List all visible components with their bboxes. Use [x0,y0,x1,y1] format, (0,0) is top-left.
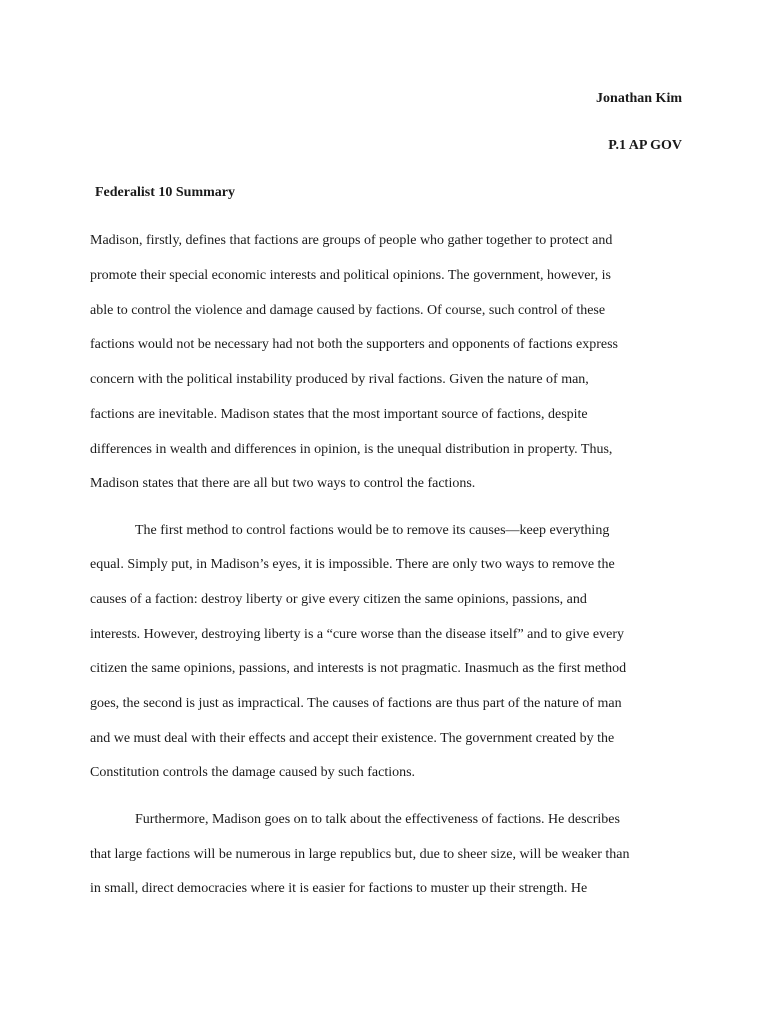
text-line: Madison states that there are all but two ways to control the factions. [90,476,476,491]
text-line: that large factions will be numerous in large republics but, due to sheer size, will be weaker than [90,847,630,862]
text-line: in small, direct democracies where it is easier for factions to muster up their strength. He [90,881,588,896]
text-line: interests. However, destroying liberty is a “cure worse than the disease itself” and to give every [90,627,624,642]
text-line: equal. Simply put, in Madison’s eyes, it is impossible. There are only two ways to remove the [90,557,615,572]
text-line: able to control the violence and damage caused by factions. Of course, such control of these [90,303,606,318]
text-line: Furthermore, Madison goes on to talk about the effectiveness of factions. He describes [135,812,620,827]
text-line: The first method to control factions would be to remove its causes—keep everything [135,523,610,538]
text-line: promote their special economic interests and political opinions. The government, however, is [90,268,611,283]
text-line: goes, the second is just as impractical. The causes of factions are thus part of the nature of man [90,696,622,711]
text-line: differences in wealth and differences in opinion, is the unequal distribution in property. Thus, [90,442,613,457]
class-period: P.1 AP GOV [608,138,682,153]
text-line: citizen the same opinions, passions, and interests is not pragmatic. Inasmuch as the first method [90,661,627,676]
author-name: Jonathan Kim [596,91,682,106]
text-line: factions would not be necessary had not both the supporters and opponents of factions express [90,337,618,352]
text-line: factions are inevitable. Madison states that the most important source of factions, despite [90,407,588,422]
document-title: Federalist 10 Summary [95,185,235,200]
text-line: and we must deal with their effects and accept their existence. The government created by the [90,731,615,746]
text-line: Madison, firstly, defines that factions are groups of people who gather together to protect and [90,233,613,248]
text-line: causes of a faction: destroy liberty or give every citizen the same opinions, passions, and [90,592,587,607]
text-line: Constitution controls the damage caused by such factions. [90,765,416,780]
text-line: concern with the political instability produced by rival factions. Given the nature of man, [90,372,589,387]
